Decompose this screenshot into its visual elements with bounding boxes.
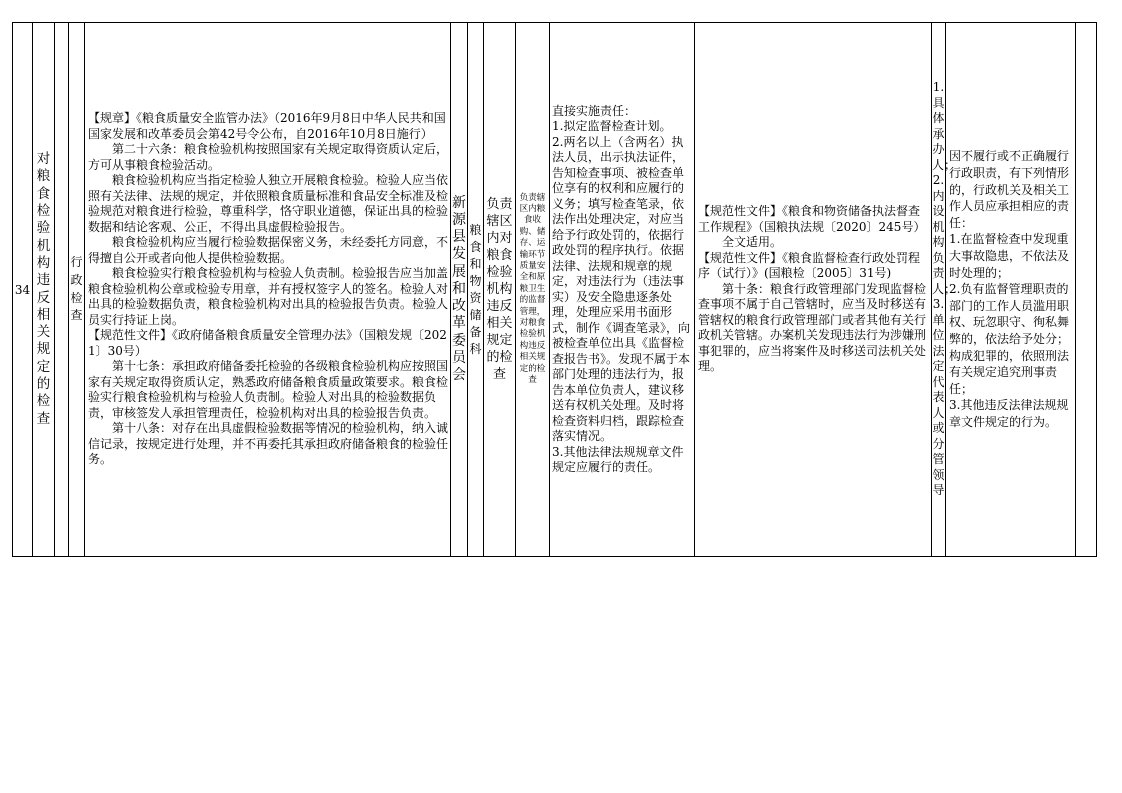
liability-items: 因不履行或不正确履行行政职责，有下列情形的，行政机关及相关工作人员应承担相应的责任： 1.在监督检查中发现重大事故隐患，不依法及时处理的； 2.负有监督管理职责的部门的工作人员滥用职权、玩忽职守、徇私舞弊的，依法给予处分；构成犯罪的，依照刑法有关规定追究刑事责任； 3.其他违反法律法规规章文件规定的行为。 — [949, 149, 1070, 429]
legal-basis: 【规章】《粮食质量安全监管办法》（2016年9月8日中华人民共和国国家发展和改革委员会第42号令公布，自2016年10月8日施行） 第二十六条：粮食检验机构按照国家有关规定取得资质认定后，方可从事粮食检验活动。 粮食检验机构应当指定检验人独立开展粮食检验。检验人应当依照有关法律、法规的规定，并依照粮食质量标准和食品安全标准及检验规范对粮食进行检验，尊重科学，恪守职业道德，保证出具的检验数据和结论客观、公正，不得出具虚假检验报告。 粮食检验机构应当履行检验数据保密义务，未经委托方同意，不得擅自公开或者向他人提供检验数据。 粮食检验实行粮食检验机构与检验人负责制。检验报告应当加盖粮食检验机构公章或检验专用章，并有授权签字人的签名。检验人对出具的检验数据负责，粮食检验机构对出具的检验报告负责。检验人员实行持证上岗。 【规范性文件】《政府储备粮食质量安全管理办法》（国粮发规〔2021〕30号） 第十七条：承担政府储备委托检验的各级粮食检验机构应按照国家有关规定取得资质认定，熟悉政府储备粮食质量政策要求。粮食检验实行粮食检验机构与检验人负责制。检验人对出具的检验数据负责，审核签发人承担管理责任，检验机构对出具的检验报告负责。 第十八条：对存在出具虚假检验数据等情况的检验机构，纳入诚信记录，按规定进行处理，并不再委托其承担政府储备粮食的检验任务。 — [88, 111, 449, 467]
executor-list: 1.具体承办人；2.内设机构负责人；3.单位法定代表人或分管领导 — [932, 80, 957, 498]
scope-detail: 负责辖区内粮食收购、储存、运输环节质量安全和原粮卫生的监督管理，对粮食检验机构违反相关规定的检查 — [519, 192, 546, 386]
legal-basis-cell — [85, 23, 451, 557]
duty-basis: 【规范性文件】《粮食和物资储备执法督查工作规程》（国粮执法规〔2020〕245号） 全文适用。 【规范性文件】《粮食监督检查行政处罚程序（试行）》(国粮检〔2005〕31号) 第十条：粮食行政管理部门发现监督检查事项不属于自己管辖时，应当及时移送有管辖权的粮食行政管理部门或者其他有关行政机关管辖。办案机关发现违法行为涉嫌刑事犯罪的，应当将案件及时移送司法机关处理。 — [698, 204, 927, 374]
responsibility-items: 直接实施责任： 1.拟定监督检查计划。 2.两名以上（含两名）执法人员，出示执法证件，告知检查事项、被检查单位享有的权利和应履行的义务；填写检查笔录，依法作出处理决定，对应当给予行政处罚的，依据行政处罚的程序执行。依据法律、法规和规章的规定，对违法行为（违法事实）及安全隐患逐条处理，处理应采用书面形式，制作《调查笔录》，向被检查单位出具《监督检查报告书》。发现不属于本部门处理的违法行为，报告本单位负责人，建议移送有权机关处理。及时将检查资料归档，跟踪检查落实情况。 3.其他法律法规规章文件规定应履行的责任。 — [552, 103, 691, 474]
item-number: 34 — [13, 23, 33, 557]
responsible-department: 新源县发展和改革委员会 — [452, 194, 466, 383]
unit-cell — [468, 23, 484, 557]
duty-basis-cell — [695, 23, 932, 557]
liability-cell — [946, 23, 1076, 557]
power-list-table — [12, 22, 1097, 557]
item-name: 对粮食检验机构违反相关规定的检查 — [36, 151, 51, 427]
scope-detail-cell — [516, 23, 550, 557]
responsibility-cell — [550, 23, 695, 557]
department-cell — [451, 23, 468, 557]
executor-cell — [932, 23, 957, 557]
item-type: 行政检查 — [70, 255, 83, 323]
table-row — [13, 23, 1097, 557]
remarks-cell — [1076, 23, 1097, 557]
scope-cell — [484, 23, 516, 557]
item-type-cell — [69, 23, 85, 557]
empty-cell — [55, 23, 69, 557]
responsible-unit: 粮食和物资储备科 — [469, 222, 482, 356]
responsibility-scope: 负责辖区内对粮食检验机构违反相关规定的检查 — [486, 197, 513, 382]
item-name-cell — [33, 23, 55, 557]
